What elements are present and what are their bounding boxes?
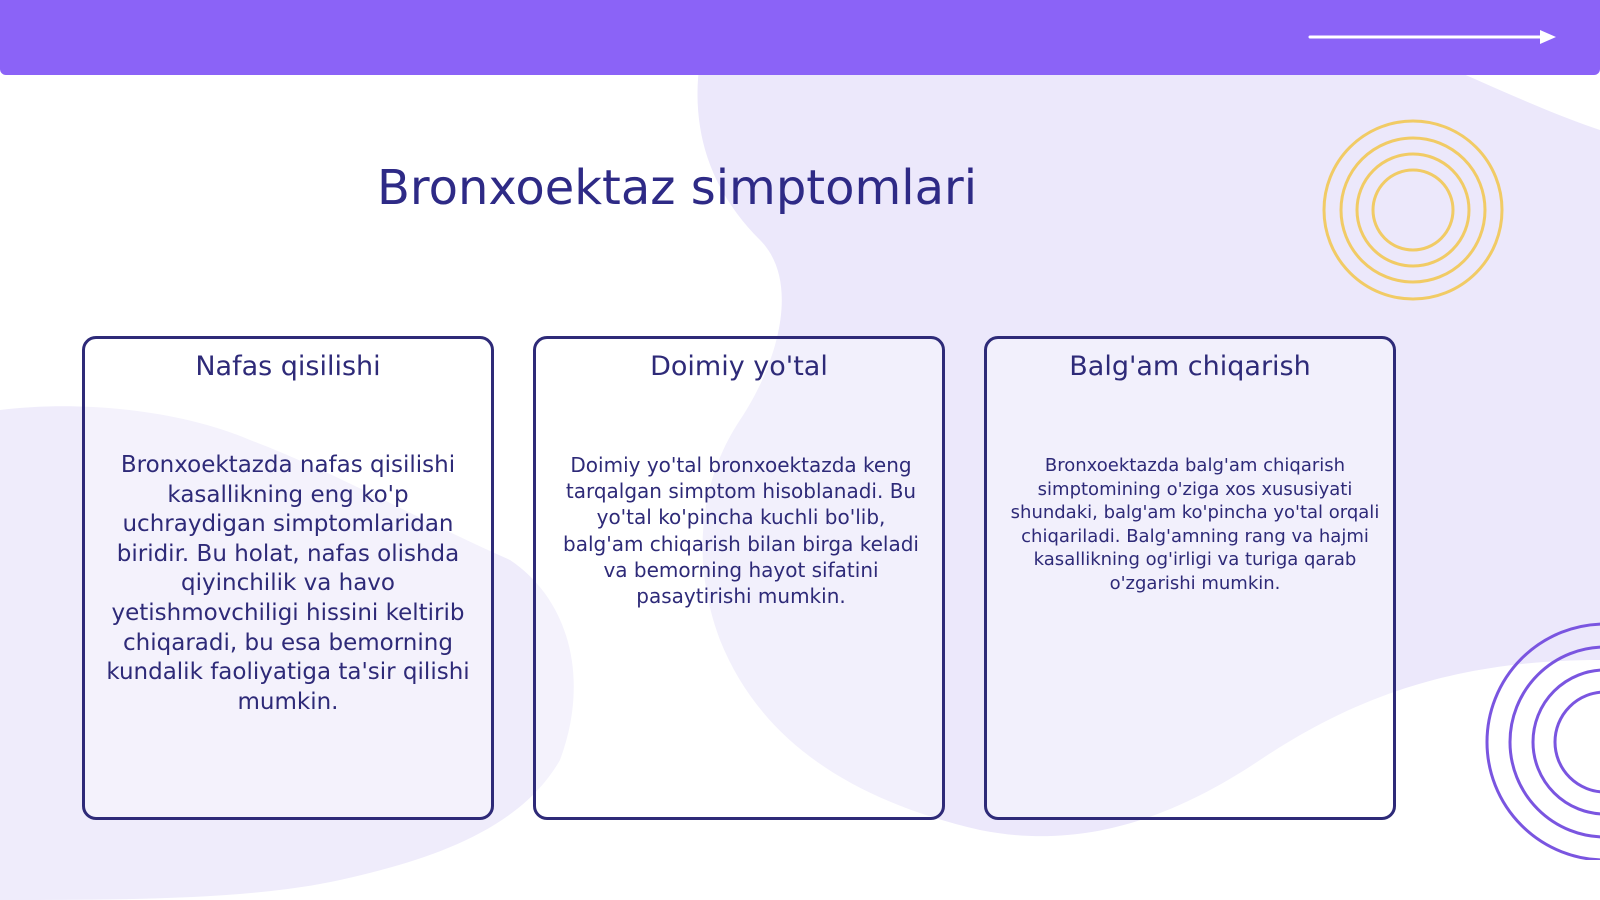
card-body: Bronxoektazda nafas qisilishi kasallikning eng ko'p uchraydigan simptomlaridan biridir. Bu holat, nafas olishda qiyinchilik va havo yetishmovchiligi hissini keltirib chiqaradi, bu esa bemorning kundalik faoliyatiga ta'sir qilishi mumkin.: [106, 452, 470, 715]
symptom-card-sputum-production: [984, 336, 1396, 820]
card-title: Nafas qisilishi: [195, 351, 381, 382]
purple-rings-decoration: [1470, 620, 1600, 860]
symptom-card-chronic-cough: [533, 336, 945, 820]
slide-title: Bronxoektaz simptomlari: [377, 160, 978, 216]
card-body: Doimiy yo'tal bronxoektazda keng tarqalgan simptom hisoblanadi. Bu yo'tal ko'pincha kuchli bo'lib, balg'am chiqarish bilan birga keladi va bemorning hayot sifatini pasaytirishi mumkin.: [563, 453, 919, 609]
header-bar: [0, 0, 1600, 75]
gold-rings-decoration: [1318, 115, 1508, 305]
arrow-right-icon[interactable]: [1308, 27, 1558, 47]
card-title: Balg'am chiqarish: [1069, 351, 1311, 382]
card-body: Bronxoektazda balg'am chiqarish simptomining o'ziga xos xususiyati shundaki, balg'am ko'pincha yo'tal orqali chiqariladi. Balg'amning rang va hajmi kasallikning og'irligi va turiga qarab o'zgarishi mumkin.: [1010, 455, 1380, 594]
symptom-card-shortness-of-breath: [82, 336, 494, 820]
card-title: Doimiy yo'tal: [650, 351, 828, 382]
